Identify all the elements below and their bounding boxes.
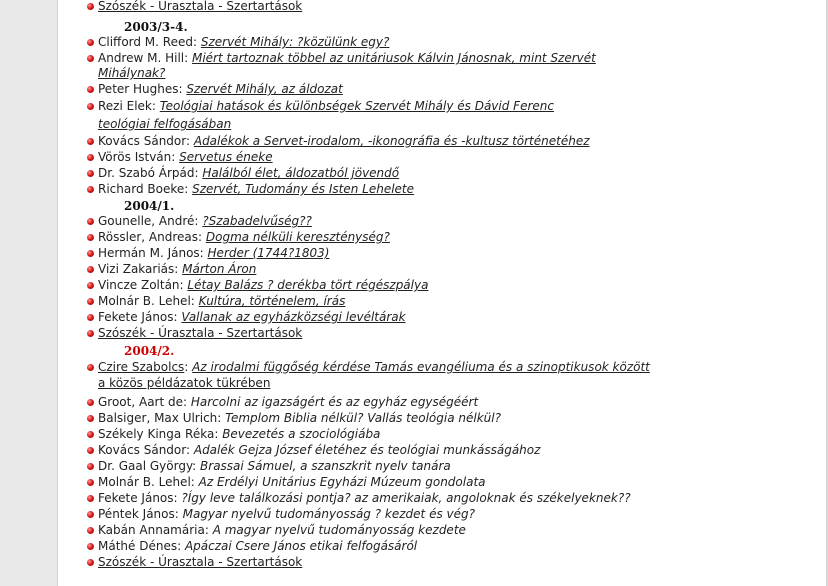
article-entry[interactable]: Andrew M. Hill: Miért tartoznak többel az unitáriusok Kálvin Jánosnak, mint Szervét [98,51,596,65]
author-name: Molnár B. Lehel [98,294,191,308]
article-entry[interactable]: Czire Szabolcs: Az irodalmi függőség kérdése Tamás evangéliuma és a szinoptikusok között [98,360,650,374]
article-entry[interactable]: Richard Boeke: Szervét, Tudomány és Isten Lehelete [98,182,415,196]
article-entry[interactable]: Dr. Szabó Árpád: Halálból élet, áldozatból jövendő [98,166,400,180]
author-name: Dr. Gaal György [98,459,193,473]
article-link[interactable]: Szószék - Úrasztala - Szertartások [98,0,303,13]
bullet-icon [87,266,94,273]
article-entry: Balsiger, Max Ulrich: Templom Biblia nélkül? Vallás teológia nélkül? [98,411,501,425]
author-name: Kovács Sándor [98,443,186,457]
issue-heading-current: 2004/2. [124,344,175,358]
article-title: Brassai Sámuel, a szanszkrit nyelv tanára [200,459,451,473]
bullet-icon [87,527,94,534]
article-title-link[interactable]: Kultúra, történelem, írás [198,294,346,308]
article-title-link[interactable]: Miért tartoznak többel az unitáriusok Kálvin Jánosnak, mint Szervét [191,51,596,65]
article-entry: Dr. Gaal György: Brassai Sámuel, a szanszkrit nyelv tanára [98,459,451,473]
article-entry[interactable]: Fekete János: Vallanak az egyházközségi levéltárak [98,310,406,324]
article-title: Adalék Gejza József életéhez és teológiai munkásságához [193,443,541,457]
bullet-icon [87,447,94,454]
bullet-icon [87,330,94,337]
article-title-link[interactable]: Létay Balázs ? derékba tört régészpálya [187,278,429,292]
article-entry[interactable] [98,326,302,340]
bullet-icon [87,86,94,93]
article-title-link[interactable]: Halálból élet, áldozatból jövendő [202,166,400,180]
article-title: Harcolni az igazságért és az egyház egységéért [190,395,479,409]
bullet-icon [87,186,94,193]
author-name: Richard Boeke [98,182,185,196]
article-entry[interactable]: Vizi Zakariás: Márton Áron [98,262,257,276]
article-entry: Máthé Dénes: Apáczai Csere János etikai felfogásáról [98,539,418,553]
bullet-icon [87,559,94,566]
article-title-continuation[interactable]: teológiai felfogásában [98,117,232,131]
article-entry: Molnár B. Lehel: Az Erdélyi Unitárius Egyházi Múzeum gondolata [98,475,486,489]
article-entry[interactable] [98,0,302,13]
author-name: Fekete János [98,310,174,324]
article-entry: Kovács Sándor: Adalék Gejza József életéhez és teológiai munkásságához [98,443,541,457]
bullet-icon [87,234,94,241]
bullet-icon [87,103,94,110]
article-title: Az Erdélyi Unitárius Egyházi Múzeum gondolata [198,475,486,489]
article-entry: Kabán Annamária: A magyar nyelvű tudományosság kezdete [98,523,466,537]
article-title-link[interactable]: Szervét Mihály: ?közülünk egy? [200,35,390,49]
article-link[interactable]: Szószék - Úrasztala - Szertartások [98,555,303,569]
author-name[interactable]: Czire Szabolcs [98,360,185,374]
bullet-icon [87,250,94,257]
article-title-link[interactable]: Servetus éneke [179,150,273,164]
author-name: Vincze Zoltán [98,278,180,292]
author-name: Dr. Szabó Árpád [98,166,195,180]
bullet-icon [87,431,94,438]
bullet-icon [87,3,94,10]
article-link[interactable]: Szószék - Úrasztala - Szertartások [98,326,303,340]
author-name: Rössler, Andreas [98,230,199,244]
article-entry[interactable]: Vörös István: Servetus éneke [98,150,273,164]
bullet-icon [87,138,94,145]
author-name: Molnár B. Lehel [98,475,191,489]
bullet-icon [87,399,94,406]
author-name: Hermán M. János [98,246,200,260]
bullet-icon [87,495,94,502]
author-name: Andrew M. Hill [98,51,185,65]
issue-heading: 2003/3-4. [124,20,188,34]
article-entry[interactable] [98,555,302,569]
article-title-link[interactable]: Márton Áron [182,262,257,276]
author-name: Péntek János [98,507,175,521]
bullet-icon [87,55,94,62]
article-title: ?Így leve találkozási pontja? az amerikaiak, angoloknak és székelyeknek?? [181,491,631,505]
author-name: Balsiger, Max Ulrich [98,411,218,425]
article-entry[interactable]: Peter Hughes: Szervét Mihály, az áldozat [98,82,343,96]
article-entry[interactable]: Molnár B. Lehel: Kultúra, történelem, írás [98,294,346,308]
bullet-icon [87,479,94,486]
article-title-continuation[interactable]: Mihálynak? [98,66,166,80]
author-name: Groot, Aart de [98,395,184,409]
article-entry[interactable]: Rössler, Andreas: Dogma nélküli kereszténység? [98,230,390,244]
bullet-icon [87,298,94,305]
article-title: Magyar nyelvű tudományosság ? kezdet és vég? [182,507,475,521]
article-entry[interactable]: Clifford M. Reed: Szervét Mihály: ?közülünk egy? [98,35,390,49]
article-title-link[interactable]: Dogma nélküli kereszténység? [205,230,390,244]
bullet-icon [87,282,94,289]
bullet-icon [87,364,94,371]
bullet-icon [87,463,94,470]
author-name: Kabán Annamária [98,523,205,537]
author-name: Vörös István [98,150,172,164]
bullet-icon [87,543,94,550]
article-title-link[interactable]: Herder (1744?1803) [207,246,330,260]
article-title-link[interactable]: Az irodalmi függőség kérdése Tamás evangéliuma és a szinoptikusok között [192,360,650,374]
article-title-continuation[interactable]: a közös példázatok tükrében [98,376,271,390]
bullet-icon [87,39,94,46]
article-title: Templom Biblia nélkül? Vallás teológia nélkül? [225,411,501,425]
article-entry: Péntek János: Magyar nyelvű tudományosság ? kezdet és vég? [98,507,475,521]
article-entry: Fekete János: ?Így leve találkozási pontja? az amerikaiak, angoloknak és székelyeknek?? [98,491,631,505]
author-name: Fekete János [98,491,174,505]
article-entry[interactable]: Kovács Sándor: Adalékok a Servet-irodalom, -ikonográfia és -kultusz történetéhez [98,134,590,148]
bullet-icon [87,314,94,321]
bullet-icon [87,415,94,422]
author-name: Vizi Zakariás [98,262,175,276]
author-name: Peter Hughes [98,82,179,96]
bullet-icon [87,170,94,177]
author-name: Clifford M. Reed [98,35,193,49]
bullet-icon [87,154,94,161]
article-entry[interactable]: Gounelle, André: ?Szabadelvűség?? [98,214,312,228]
article-title: A magyar nyelvű tudományosság kezdete [212,523,466,537]
author-name: Máthé Dénes [98,539,178,553]
article-title: Bevezetés a szociológiába [222,427,381,441]
article-entry: Székely Kinga Réka: Bevezetés a szociológiába [98,427,381,441]
author-name: Gounelle, André [98,214,195,228]
bullet-icon [87,218,94,225]
article-entry[interactable]: Hermán M. János: Herder (1744?1803) [98,246,330,260]
author-name: Rezi Elek [98,99,152,113]
page-left-margin [0,0,58,586]
article-title-link[interactable]: Adalékok a Servet-irodalom, -ikonográfia és -kultusz történetéhez [193,134,590,148]
article-entry: Groot, Aart de: Harcolni az igazságért és az egyház egységéért [98,395,479,409]
article-title-link[interactable]: Szervét Mihály, az áldozat [186,82,343,96]
issue-heading: 2004/1. [124,199,175,213]
article-entry[interactable]: Rezi Elek: Teológiai hatások és különbségek Szervét Mihály és Dávid Ferenc [98,99,554,113]
article-title-link[interactable]: Vallanak az egyházközségi levéltárak [181,310,406,324]
bullet-icon [87,511,94,518]
author-name: Kovács Sándor [98,134,186,148]
article-entry[interactable]: Vincze Zoltán: Létay Balázs ? derékba tört régészpálya [98,278,429,292]
article-title-link[interactable]: Szervét, Tudomány és Isten Lehelete [192,182,415,196]
article-title-link[interactable]: Teológiai hatások és különbségek Szervét Mihály és Dávid Ferenc [159,99,554,113]
article-title-link[interactable]: ?Szabadelvűség?? [202,214,312,228]
article-title: Apáczai Csere János etikai felfogásáról [184,539,418,553]
author-name: Székely Kinga Réka [98,427,215,441]
